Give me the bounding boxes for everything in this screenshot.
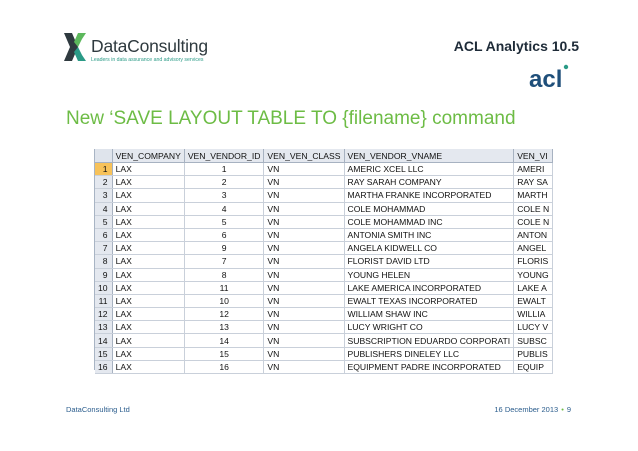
table-cell[interactable]: 13 [184, 321, 264, 334]
table-cell[interactable]: ANTON [514, 228, 553, 241]
table-cell[interactable]: 3 [184, 189, 264, 202]
table-cell[interactable]: VN [264, 228, 344, 241]
footer-separator: • [561, 405, 564, 414]
table-cell[interactable]: PUBLISHERS DINELEY LLC [344, 347, 514, 360]
page-number: 9 [566, 405, 571, 414]
table-cell[interactable]: LUCY V [514, 321, 553, 334]
table-cell[interactable]: COLE N [514, 202, 553, 215]
table-cell[interactable]: LAX [112, 281, 184, 294]
data-table-view[interactable] [94, 149, 550, 372]
table-cell[interactable]: VN [264, 242, 344, 255]
table-cell[interactable]: ANTONIA SMITH INC [344, 228, 514, 241]
row-number[interactable]: 14 [95, 334, 112, 347]
row-number[interactable]: 1 [95, 163, 112, 176]
table-cell[interactable]: 4 [184, 202, 264, 215]
table-cell[interactable]: COLE N [514, 215, 553, 228]
table-row[interactable] [95, 321, 553, 334]
row-number[interactable]: 4 [95, 202, 112, 215]
table-cell[interactable]: FLORIS [514, 255, 553, 268]
table-row[interactable] [95, 228, 553, 241]
row-number[interactable]: 16 [95, 360, 112, 373]
table-cell[interactable]: VN [264, 202, 344, 215]
table-cell[interactable]: VN [264, 321, 344, 334]
table-cell[interactable]: YOUNG HELEN [344, 268, 514, 281]
column-header[interactable]: VEN_VI [514, 149, 553, 163]
table-cell[interactable]: PUBLIS [514, 347, 553, 360]
row-number[interactable]: 12 [95, 308, 112, 321]
data-table [95, 149, 553, 374]
row-number[interactable]: 8 [95, 255, 112, 268]
row-number[interactable]: 13 [95, 321, 112, 334]
table-cell[interactable]: VN [264, 189, 344, 202]
table-cell[interactable]: LAX [112, 255, 184, 268]
table-cell[interactable]: AMERIC XCEL LLC [344, 163, 514, 176]
table-cell[interactable]: VN [264, 308, 344, 321]
table-cell[interactable]: 12 [184, 308, 264, 321]
table-cell[interactable]: 11 [184, 281, 264, 294]
column-header[interactable]: VEN_VEN_CLASS [264, 149, 344, 163]
table-cell[interactable]: VN [264, 176, 344, 189]
brand-name: DataConsulting [91, 36, 208, 56]
table-row[interactable] [95, 242, 553, 255]
row-number[interactable]: 9 [95, 268, 112, 281]
table-cell[interactable]: 9 [184, 242, 264, 255]
table-cell[interactable]: 1 [184, 163, 264, 176]
table-row[interactable] [95, 268, 553, 281]
table-cell[interactable]: VN [264, 360, 344, 373]
acl-logo [528, 62, 572, 92]
table-row[interactable] [95, 347, 553, 360]
table-row[interactable] [95, 281, 553, 294]
table-row[interactable] [95, 255, 553, 268]
table-row[interactable] [95, 189, 553, 202]
table-cell[interactable]: LAX [112, 268, 184, 281]
table-cell[interactable]: 7 [184, 255, 264, 268]
table-cell[interactable]: LAX [112, 228, 184, 241]
table-cell[interactable]: LAKE A [514, 281, 553, 294]
table-cell[interactable]: EQUIP [514, 360, 553, 373]
table-cell[interactable]: 14 [184, 334, 264, 347]
table-cell[interactable]: VN [264, 255, 344, 268]
brand-tagline: Leaders in data assurance and advisory services [91, 57, 204, 63]
table-cell[interactable]: LAX [112, 202, 184, 215]
slide-title: New ‘SAVE LAYOUT TABLE TO {filename} command [66, 108, 516, 129]
table-cell[interactable]: ANGELA KIDWELL CO [344, 242, 514, 255]
table-cell[interactable]: YOUNG [514, 268, 553, 281]
product-name: ACL Analytics 10.5 [453, 38, 579, 54]
table-cell[interactable]: EWALT [514, 294, 553, 307]
table-cell[interactable]: RAY SARAH COMPANY [344, 176, 514, 189]
corner-cell[interactable] [95, 149, 112, 163]
table-row[interactable] [95, 215, 553, 228]
row-number[interactable]: 7 [95, 242, 112, 255]
dataconsulting-logo [62, 30, 232, 70]
table-cell[interactable]: LUCY WRIGHT CO [344, 321, 514, 334]
table-row[interactable] [95, 360, 553, 373]
column-header[interactable]: VEN_VENDOR_ID [184, 149, 264, 163]
table-cell[interactable]: VN [264, 268, 344, 281]
table-cell[interactable]: LAX [112, 347, 184, 360]
table-row[interactable] [95, 202, 553, 215]
table-row[interactable] [95, 294, 553, 307]
footer-company: DataConsulting Ltd [66, 405, 130, 414]
table-cell[interactable]: SUBSC [514, 334, 553, 347]
table-cell[interactable]: VN [264, 347, 344, 360]
table-cell[interactable]: EWALT TEXAS INCORPORATED [344, 294, 514, 307]
table-cell[interactable]: VN [264, 281, 344, 294]
row-number[interactable]: 3 [95, 189, 112, 202]
row-number[interactable]: 6 [95, 228, 112, 241]
table-cell[interactable]: RAY SA [514, 176, 553, 189]
table-cell[interactable]: LAX [112, 215, 184, 228]
table-cell[interactable]: VN [264, 163, 344, 176]
table-cell[interactable]: LAX [112, 163, 184, 176]
row-number[interactable]: 5 [95, 215, 112, 228]
table-cell[interactable]: LAX [112, 294, 184, 307]
row-number[interactable]: 2 [95, 176, 112, 189]
table-cell[interactable]: WILLIA [514, 308, 553, 321]
table-cell[interactable]: LAX [112, 242, 184, 255]
table-cell[interactable]: AMERI [514, 163, 553, 176]
table-row[interactable] [95, 308, 553, 321]
table-row[interactable] [95, 334, 553, 347]
dataconsulting-mark-icon [62, 30, 88, 64]
table-cell[interactable]: 6 [184, 228, 264, 241]
table-cell[interactable]: LAX [112, 176, 184, 189]
table-cell[interactable]: LAX [112, 189, 184, 202]
table-cell[interactable]: VN [264, 334, 344, 347]
table-cell[interactable]: WILLIAM SHAW INC [344, 308, 514, 321]
row-number[interactable]: 15 [95, 347, 112, 360]
table-cell[interactable]: VN [264, 215, 344, 228]
footer-date-page [494, 405, 571, 414]
table-row[interactable] [95, 176, 553, 189]
table-cell[interactable]: LAX [112, 360, 184, 373]
table-header-row [95, 149, 553, 163]
footer-date: 16 December 2013 [494, 405, 559, 414]
table-cell[interactable]: 2 [184, 176, 264, 189]
column-header[interactable]: VEN_VENDOR_VNAME [344, 149, 514, 163]
table-cell[interactable]: 15 [184, 347, 264, 360]
acl-logo-text: acl [529, 66, 563, 93]
table-cell[interactable]: 5 [184, 215, 264, 228]
table-cell[interactable]: FLORIST DAVID LTD [344, 255, 514, 268]
table-cell[interactable]: MARTHA FRANKE INCORPORATED [344, 189, 514, 202]
table-cell[interactable]: COLE MOHAMMAD [344, 202, 514, 215]
row-number[interactable]: 11 [95, 294, 112, 307]
table-cell[interactable]: SUBSCRIPTION EDUARDO CORPORATI [344, 334, 514, 347]
row-number[interactable]: 10 [95, 281, 112, 294]
table-cell[interactable]: VN [264, 294, 344, 307]
table-cell[interactable]: 8 [184, 268, 264, 281]
table-cell[interactable]: COLE MOHAMMAD INC [344, 215, 514, 228]
table-row[interactable] [95, 163, 553, 176]
table-cell[interactable]: LAX [112, 308, 184, 321]
column-header[interactable]: VEN_COMPANY [112, 149, 184, 163]
table-cell[interactable]: 10 [184, 294, 264, 307]
table-cell[interactable]: LAKE AMERICA INCORPORATED [344, 281, 514, 294]
table-cell[interactable]: ANGEL [514, 242, 553, 255]
table-cell[interactable]: EQUIPMENT PADRE INCORPORATED [344, 360, 514, 373]
table-cell[interactable]: LAX [112, 334, 184, 347]
table-cell[interactable]: MARTH [514, 189, 553, 202]
table-cell[interactable]: 16 [184, 360, 264, 373]
table-cell[interactable]: LAX [112, 321, 184, 334]
acl-logo-dot-icon [564, 65, 568, 69]
